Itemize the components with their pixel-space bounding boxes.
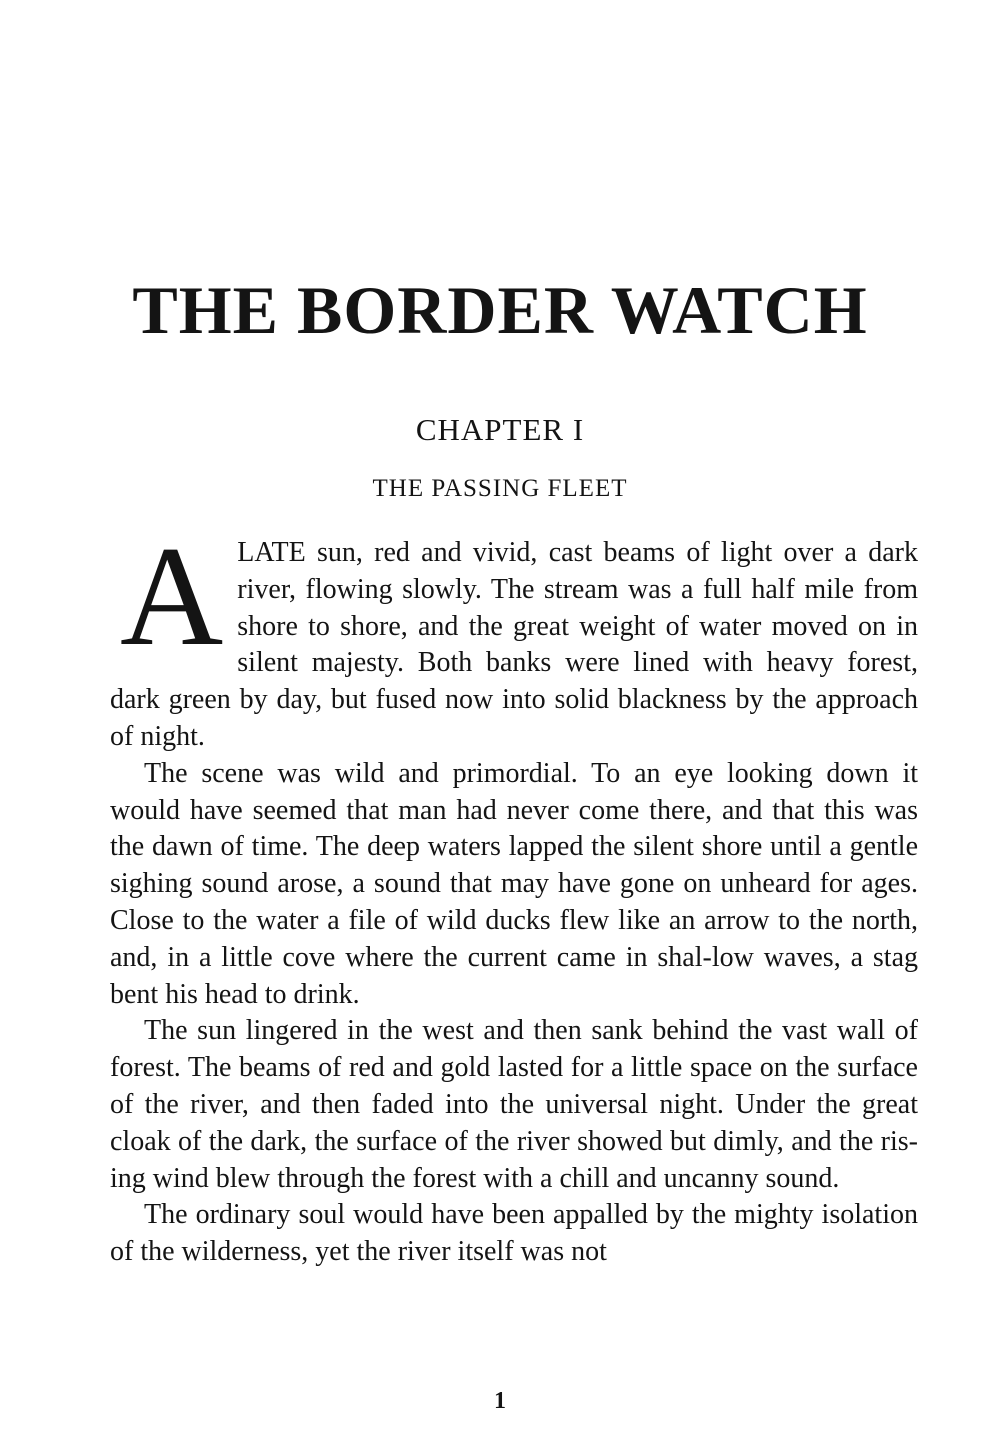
paragraph: The scene was wild and primordial. To an eye looking down it would have seemed that man had never come there, and that this was the dawn of time. The deep waters lapped the silent shore until a gentle sighing sound arose, a sound that may have gone on unheard for ages. Close to the water a file of wild ducks flew like an arrow to the north, and, in a little cove where the current came in shal-low waves, a stag bent his head to drink. xyxy=(110,757,918,1010)
drop-cap: A xyxy=(120,517,224,675)
paragraph-text: LATE sun, red and vivid, cast beams of light over a dark river, flowing slowly. The stream was a full half mile from shore to shore, and the great weight of water moved on in silent majesty. Both banks were lined with heavy forest, dark green by day, but fused now into solid blackness by the approach of night. xyxy=(110,537,918,752)
paragraph xyxy=(110,517,918,756)
chapter-subtitle: THE PASSING FLEET xyxy=(372,475,628,502)
paragraph: The ordinary soul would have been appalled by the mighty isolation of the wilderness, yet the river itself was not xyxy=(110,1199,918,1268)
chapter-body xyxy=(110,517,918,1271)
book-title: THE BORDER WATCH xyxy=(132,272,868,348)
page-number: 1 xyxy=(494,1388,506,1414)
paragraph: The sun lingered in the west and then sank behind the vast wall of forest. The beams of red and gold lasted for a little space on the surface of the river, and then faded into the universal night. Under the great cloak of the dark, the surface of the river showed but dimly, and the ris-ing wind blew through the forest with a chill and uncanny sound. xyxy=(110,1015,918,1194)
chapter-heading: CHAPTER I xyxy=(415,412,585,447)
